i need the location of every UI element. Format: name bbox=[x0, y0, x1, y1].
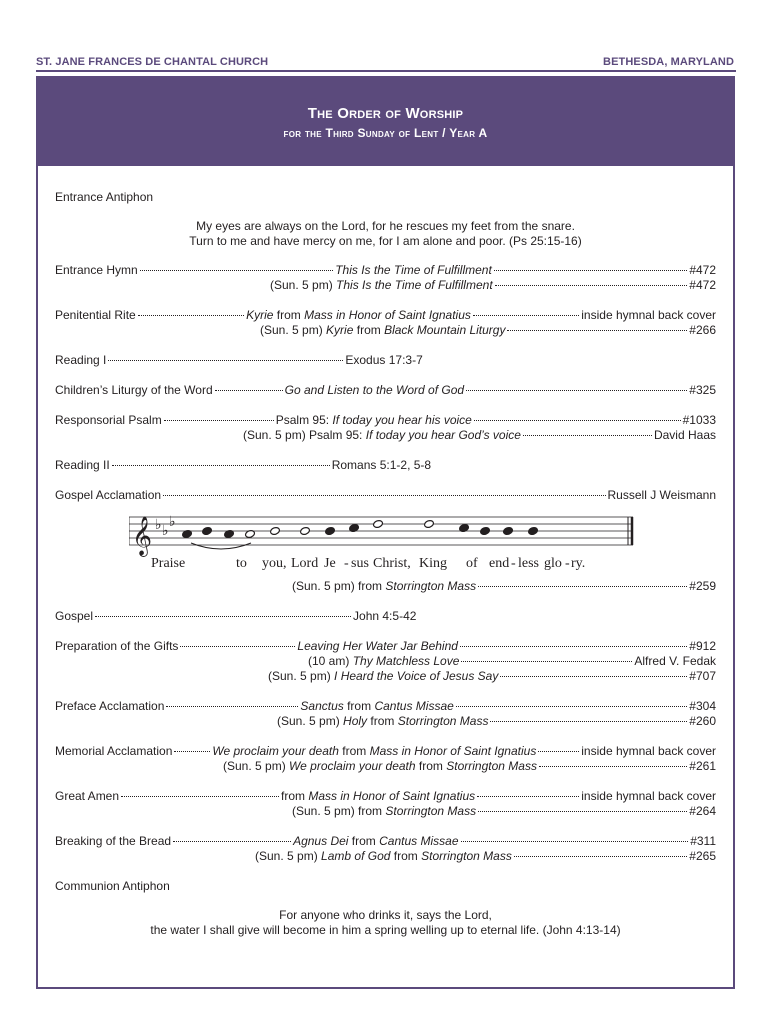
entrance-hymn-row bbox=[55, 263, 716, 278]
gospel-acclamation-alt-number: #259 bbox=[689, 579, 716, 593]
lyric-syllable: - bbox=[344, 556, 349, 571]
reading-2-label: Reading II bbox=[55, 458, 110, 472]
gospel-row bbox=[55, 609, 716, 624]
breaking-bread-alt-source: Storrington Mass bbox=[421, 849, 512, 863]
gospel-label: Gospel bbox=[55, 609, 94, 623]
gospel-acclamation-composer: Russell J Weismann bbox=[607, 488, 716, 502]
responsorial-psalm-alt-title: If today you hear God’s voice bbox=[365, 428, 521, 442]
communion-antiphon-line-2: the water I shall give will become in him a spring welling up to eternal life. (John 4:13-14) bbox=[150, 923, 621, 937]
lyric-syllable: Praise bbox=[151, 556, 186, 571]
preface-acclamation-alt-row bbox=[55, 714, 716, 729]
penitential-rite-alt-number: #266 bbox=[689, 323, 716, 337]
preface-acclamation-alt-source: Storrington Mass bbox=[397, 714, 489, 728]
half-note bbox=[270, 526, 281, 535]
memorial-acclamation-alt-prefix: (Sun. 5 pm) bbox=[223, 759, 286, 773]
communion-antiphon-label: Communion Antiphon bbox=[55, 879, 170, 893]
memorial-acclamation-alt-piece: We proclaim your death bbox=[289, 759, 416, 773]
childrens-liturgy-row bbox=[55, 383, 716, 398]
great-amen-alt-row bbox=[55, 804, 716, 819]
breaking-bread-alt-prefix: (Sun. 5 pm) bbox=[255, 849, 318, 863]
responsorial-psalm-number: #1033 bbox=[682, 413, 716, 427]
preface-acclamation-source: Cantus Missae bbox=[374, 699, 454, 713]
responsorial-psalm-title: If today you hear his voice bbox=[332, 413, 472, 427]
great-amen-source: Mass in Honor of Saint Ignatius bbox=[308, 789, 476, 803]
memorial-acclamation-alt-from: from bbox=[418, 759, 443, 773]
lyric-syllable: you, bbox=[262, 556, 287, 571]
treble-clef-icon: 𝄞 bbox=[132, 516, 153, 556]
lyric-syllable: of bbox=[466, 556, 478, 571]
lyric-syllable: glo bbox=[544, 556, 562, 571]
great-amen-label: Great Amen bbox=[55, 789, 120, 803]
penitential-rite-piece: Kyrie bbox=[246, 308, 274, 322]
great-amen-alt-prefix: (Sun. 5 pm) from bbox=[292, 804, 383, 818]
preparation-gifts-alt-1-composer: Alfred V. Fedak bbox=[634, 654, 716, 668]
penitential-rite-label: Penitential Rite bbox=[55, 308, 136, 322]
quarter-note bbox=[202, 526, 213, 535]
lyric-syllable: Christ, bbox=[373, 556, 411, 571]
responsorial-psalm-alt-row bbox=[55, 428, 716, 443]
lyric-syllable: Lord bbox=[291, 556, 319, 571]
responsorial-psalm-alt-prefix: (Sun. 5 pm) Psalm 95: bbox=[243, 428, 363, 442]
entrance-hymn-alt-title: This Is the Time of Fulfillment bbox=[336, 278, 493, 292]
preparation-gifts-alt-2-prefix: (Sun. 5 pm) bbox=[268, 669, 331, 683]
church-location: BETHESDA, MARYLAND bbox=[603, 56, 734, 68]
order-of-worship bbox=[55, 190, 716, 938]
breaking-bread-alt-number: #265 bbox=[689, 849, 716, 863]
responsorial-psalm-label: Responsorial Psalm bbox=[55, 413, 162, 427]
lyric-syllable: less bbox=[518, 556, 539, 571]
entrance-antiphon-line-2: Turn to me and have mercy on me, for I am alone and poor. (Ps 25:15-16) bbox=[189, 234, 582, 248]
gospel-acclamation-alt-prefix: (Sun. 5 pm) from bbox=[292, 579, 383, 593]
preface-acclamation-row bbox=[55, 699, 716, 714]
communion-antiphon-line-1: For anyone who drinks it, says the Lord, bbox=[279, 908, 492, 922]
great-amen-alt-number: #264 bbox=[689, 804, 716, 818]
penitential-rite-alt-row bbox=[55, 323, 716, 338]
great-amen-from: from bbox=[281, 789, 306, 803]
breaking-bread-row bbox=[55, 834, 716, 849]
half-note bbox=[300, 526, 311, 535]
lyric-syllable: Je bbox=[324, 556, 336, 571]
preface-acclamation-number: #304 bbox=[689, 699, 716, 713]
reading-2-ref: Romans 5:1-2, 5-8 bbox=[331, 458, 432, 472]
memorial-acclamation-source: Mass in Honor of Saint Ignatius bbox=[369, 744, 537, 758]
preface-acclamation-piece: Sanctus bbox=[300, 699, 344, 713]
memorial-acclamation-row bbox=[55, 744, 716, 759]
memorial-acclamation-alt-source: Storrington Mass bbox=[446, 759, 537, 773]
lyric-syllable: King bbox=[419, 556, 447, 571]
entrance-hymn-number: #472 bbox=[689, 263, 717, 277]
page-title: The Order of Worship bbox=[307, 105, 464, 122]
entrance-hymn-alt-number: #472 bbox=[689, 278, 716, 292]
preface-acclamation-label: Preface Acclamation bbox=[55, 699, 165, 713]
notes-group bbox=[182, 519, 539, 538]
flat-icon: ♭ bbox=[169, 514, 176, 530]
half-note bbox=[373, 519, 384, 528]
penitential-rite-row bbox=[55, 308, 716, 323]
breaking-bread-source: Cantus Missae bbox=[379, 834, 459, 848]
quarter-note bbox=[325, 526, 336, 535]
memorial-acclamation-label: Memorial Acclamation bbox=[55, 744, 173, 758]
page-subtitle: for the Third Sunday of Lent / Year A bbox=[283, 126, 488, 140]
memorial-acclamation-alt-row bbox=[55, 759, 716, 774]
gospel-acclamation-label: Gospel Acclamation bbox=[55, 488, 162, 502]
penitential-rite-source: Mass in Honor of Saint Ignatius bbox=[304, 308, 471, 322]
lyric-syllable: to bbox=[236, 556, 247, 571]
entrance-hymn-title: This Is the Time of Fulfillment bbox=[335, 263, 492, 277]
preface-acclamation-alt-number: #260 bbox=[689, 714, 716, 728]
quarter-note bbox=[503, 526, 514, 535]
lyric-syllable: - bbox=[511, 556, 516, 571]
preface-acclamation-alt-piece: Holy bbox=[343, 714, 368, 728]
header-rule bbox=[36, 70, 736, 72]
title-banner bbox=[38, 78, 733, 166]
penitential-rite-alt-from: from bbox=[356, 323, 381, 337]
gospel-acclamation-alt-source: Storrington Mass bbox=[385, 579, 477, 593]
lyrics-group bbox=[151, 556, 585, 571]
music-staff bbox=[55, 507, 716, 579]
entrance-hymn-label: Entrance Hymn bbox=[55, 263, 138, 277]
preface-acclamation-alt-from: from bbox=[370, 714, 395, 728]
breaking-bread-alt-from: from bbox=[393, 849, 418, 863]
penitential-rite-alt-source: Black Mountain Liturgy bbox=[384, 323, 506, 337]
memorial-acclamation-piece: We proclaim your death bbox=[212, 744, 339, 758]
memorial-acclamation-location: inside hymnal back cover bbox=[581, 744, 716, 758]
reading-2-row bbox=[55, 458, 716, 473]
quarter-note bbox=[528, 526, 539, 535]
breaking-bread-piece: Agnus Dei bbox=[293, 834, 349, 848]
gospel-acclamation-row bbox=[55, 488, 716, 503]
flat-icon: ♭ bbox=[155, 517, 162, 533]
childrens-liturgy-title: Go and Listen to the Word of God bbox=[284, 383, 465, 397]
breaking-bread-number: #311 bbox=[690, 834, 716, 848]
preparation-gifts-alt-2-number: #707 bbox=[689, 669, 716, 683]
lyric-syllable: end bbox=[489, 556, 510, 571]
gospel-acclamation-alt-row bbox=[55, 579, 716, 594]
reading-1-ref: Exodus 17:3-7 bbox=[345, 353, 423, 367]
memorial-acclamation-alt-number: #261 bbox=[689, 759, 716, 773]
preparation-gifts-row bbox=[55, 639, 716, 654]
gospel-acclamation-score bbox=[129, 507, 639, 579]
preparation-gifts-alt-1-title: Thy Matchless Love bbox=[352, 654, 460, 668]
responsorial-psalm-row bbox=[55, 413, 716, 428]
preparation-gifts-alt-1-prefix: (10 am) bbox=[308, 654, 350, 668]
quarter-note bbox=[480, 526, 491, 535]
responsorial-psalm-psalm: Psalm 95: bbox=[275, 413, 330, 427]
breaking-bread-from: from bbox=[351, 834, 376, 848]
slur bbox=[191, 543, 251, 549]
lyric-syllable: sus bbox=[351, 556, 369, 571]
church-name: ST. JANE FRANCES DE CHANTAL CHURCH bbox=[36, 56, 269, 68]
preparation-gifts-title: Leaving Her Water Jar Behind bbox=[297, 639, 458, 653]
entrance-hymn-alt-prefix: (Sun. 5 pm) bbox=[270, 278, 333, 292]
penitential-rite-from: from bbox=[276, 308, 301, 322]
penitential-rite-location: inside hymnal back cover bbox=[581, 308, 716, 322]
entrance-antiphon-line-1: My eyes are always on the Lord, for he rescues my feet from the snare. bbox=[196, 219, 575, 233]
lyric-syllable: - bbox=[565, 556, 570, 571]
entrance-antiphon-label: Entrance Antiphon bbox=[55, 190, 154, 204]
preparation-gifts-alt-1-row bbox=[55, 654, 716, 669]
entrance-hymn-alt-row bbox=[55, 278, 716, 293]
great-amen-row bbox=[55, 789, 716, 804]
preparation-gifts-alt-2-title: I Heard the Voice of Jesus Say bbox=[334, 669, 499, 683]
childrens-liturgy-label: Children’s Liturgy of the Word bbox=[55, 383, 213, 397]
preface-acclamation-from: from bbox=[347, 699, 372, 713]
breaking-bread-alt-row bbox=[55, 849, 716, 864]
reading-1-row bbox=[55, 353, 716, 368]
preface-acclamation-alt-prefix: (Sun. 5 pm) bbox=[277, 714, 340, 728]
breaking-bread-label: Breaking of the Bread bbox=[55, 834, 172, 848]
penitential-rite-alt-prefix: (Sun. 5 pm) bbox=[260, 323, 323, 337]
breaking-bread-alt-piece: Lamb of God bbox=[321, 849, 391, 863]
responsorial-psalm-alt-composer: David Haas bbox=[653, 428, 716, 442]
reading-1-label: Reading I bbox=[55, 353, 107, 367]
great-amen-alt-source: Storrington Mass bbox=[385, 804, 477, 818]
childrens-liturgy-number: #325 bbox=[689, 383, 716, 397]
worship-frame bbox=[36, 76, 735, 989]
preparation-gifts-alt-2-row bbox=[55, 669, 716, 684]
half-note bbox=[424, 519, 435, 528]
preparation-gifts-label: Preparation of the Gifts bbox=[55, 639, 179, 653]
great-amen-location: inside hymnal back cover bbox=[581, 789, 716, 803]
penitential-rite-alt-piece: Kyrie bbox=[326, 323, 354, 337]
lyric-syllable: ry. bbox=[571, 556, 586, 571]
gospel-ref: John 4:5-42 bbox=[353, 609, 417, 623]
memorial-acclamation-from: from bbox=[342, 744, 367, 758]
preparation-gifts-number: #912 bbox=[689, 639, 716, 653]
flat-icon: ♭ bbox=[162, 523, 169, 539]
